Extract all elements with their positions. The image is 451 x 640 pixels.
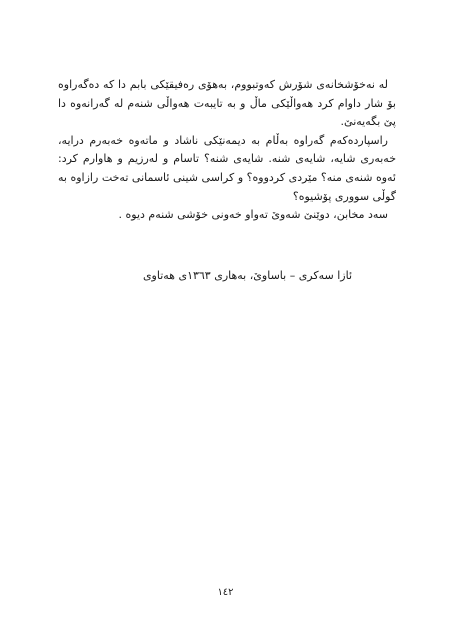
paragraph-2: راسپارده‌که‌م گه‌راوه به‌ڵام به دیمه‌نێکی ناشاد و ماته‌وه خه‌به‌رم درایه، خه‌به‌ری شایه، شایه‌ی شنه. شایه‌ی شنه؟ تاسام و له‌رزیم و هاوارم کرد: ئه‌وه شنه‌ی منه؟ مێردی کردووه؟ و کراسی شینی ئاسمانی ته‌خت رازاوه به گوڵی سووری پۆشیوه؟ [58,133,396,203]
author-signature-line: ئازا سه‌کری – باساوێ، به‌هاری ١٣٦٣ی هه‌تاوی [142,269,352,282]
body-text [58,76,396,225]
page-number: ١٤٢ [217,587,234,598]
paragraph-3: سه‌د مخابن، دوێنێ شه‌وێ ته‌واو خه‌ونی خۆشی شنه‌م دیوه . [118,208,388,222]
paragraph-1: له نه‌خۆشخانه‌ی شۆرش که‌وتبووم، به‌هۆی ره‌فیقێکی بابم دا که ده‌گه‌راوه بۆ شار داوام کرد هه‌واڵێکی ماڵ و به تایبه‌ت هه‌واڵی شنه‌م له گه‌رانه‌وه دا پێ بگه‌یه‌نێ. [58,78,396,129]
